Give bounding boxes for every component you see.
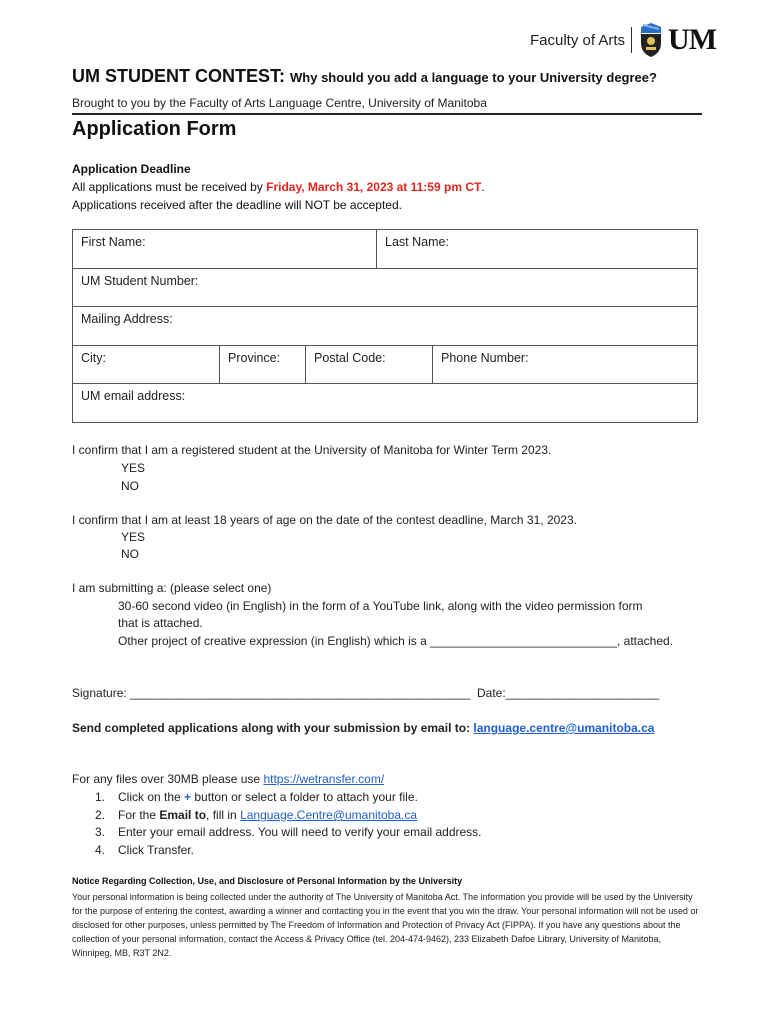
city-field[interactable] [72,345,220,384]
deadline-text [72,180,485,194]
step-4-num: 4. [95,843,106,857]
deadline-text-after: . [481,180,485,194]
email-label: UM email address: [81,389,186,403]
um-crest-icon [638,21,664,59]
video-option-cont: that is attached. [118,616,203,630]
step-3-num: 3. [95,825,106,839]
language-centre-email-link[interactable]: Language.Centre@umanitoba.ca [240,808,418,822]
age-yes-option[interactable]: YES [121,530,146,544]
step-1-before: Click on the [118,790,185,804]
title-main: UM STUDENT CONTEST: [72,66,285,86]
send-instructions [72,721,654,735]
deadline-heading: Application Deadline [72,162,191,176]
late-notice: Applications received after the deadline will NOT be accepted. [72,198,402,212]
submitting-question: I am submitting a: (please select one) [72,581,272,595]
age-no-option[interactable]: NO [121,547,139,561]
last-name-field[interactable] [376,229,698,269]
last-name-label: Last Name: [385,235,449,249]
student-number-field[interactable] [72,268,698,307]
province-field[interactable] [219,345,306,384]
phone-label: Phone Number: [441,351,529,365]
files-intro-text: For any files over 30MB please use [72,772,264,786]
wetransfer-link[interactable]: https://wetransfer.com/ [263,772,385,786]
notice-body: Your personal information is being collected under the authority of The University of Manitoba Act. The information you provide will be used by the University for the purpose of entering the contest, awarding a winner and contacting you in the event that you win the draw. Your personal information will not be used or disclosed for other purposes, unless permitted by The Freedom of Information and Protection of Privacy Act (FIPPA). If you have any questions about the collection of your personal information, contact the Access & Privacy Office (tel. 204-474-9462), 233 Elizabeth Dafoe Library, University of Manitoba, Winnipeg, MB, R3T 2N2. [72,892,699,958]
contest-title [72,66,657,87]
step-2-num: 2. [95,808,106,822]
step-2-text [118,808,417,822]
form-title: Application Form [72,118,237,140]
date-line[interactable]: Date:_______________________ [477,686,660,700]
step-4 [95,843,195,857]
province-label: Province: [228,351,281,365]
um-wordmark: UM [668,23,717,56]
logo-divider [631,27,632,53]
deadline-date: Friday, March 31, 2023 at 11:59 pm CT [266,180,482,194]
step-1-num: 1. [95,790,106,804]
student-number-label: UM Student Number: [81,274,199,288]
step-2-before: For the [118,808,160,822]
brought-by: Brought to you by the Faculty of Arts Language Centre, University of Manitoba [72,96,487,110]
registered-no-option[interactable]: NO [121,479,139,493]
step-4-text: Click Transfer. [118,843,195,857]
confirm-age-question: I confirm that I am at least 18 years of age on the date of the contest deadline, March 31, 2023. [72,513,577,527]
step-3-text: Enter your email address. You will need to verify your email address. [118,825,482,839]
faculty-label: Faculty of Arts [530,31,626,49]
step-1-after: button or select a folder to attach your file. [191,790,418,804]
signature-line[interactable]: Signature: ___________________________________________________ [72,686,471,700]
step-2-mid: , fill in [206,808,241,822]
notice-heading: Notice Regarding Collection, Use, and Disclosure of Personal Information by the University [72,876,463,886]
mailing-address-label: Mailing Address: [81,312,173,326]
send-email-link[interactable]: language.centre@umanitoba.ca [473,721,655,735]
postal-code-label: Postal Code: [314,351,386,365]
creative-option[interactable]: Other project of creative expression (in English) which is a ____________________________, attached. [118,634,674,648]
step-1-text [118,790,418,804]
step-1 [95,790,418,804]
plus-icon: + [184,790,192,804]
files-intro [72,772,384,786]
title-question: Why should you add a language to your University degree? [290,70,657,85]
mailing-address-field[interactable] [72,306,698,346]
phone-field[interactable] [432,345,698,384]
deadline-text-before: All applications must be received by [72,180,267,194]
header-logo [530,18,716,62]
confirm-registered-question: I confirm that I am a registered student at the University of Manitoba for Winter Term 2023. [72,443,552,457]
step-3 [95,825,482,839]
video-option[interactable]: 30-60 second video (in English) in the form of a YouTube link, along with the video permission form [118,599,643,613]
postal-code-field[interactable] [305,345,433,384]
email-field[interactable] [72,383,698,423]
title-divider [72,113,702,115]
send-text: Send completed applications along with your submission by email to: [72,721,474,735]
first-name-field[interactable] [72,229,377,269]
city-label: City: [81,351,106,365]
registered-yes-option[interactable]: YES [121,461,146,475]
first-name-label: First Name: [81,235,146,249]
step-2-bold: Email to [159,808,207,822]
step-2 [95,808,418,822]
